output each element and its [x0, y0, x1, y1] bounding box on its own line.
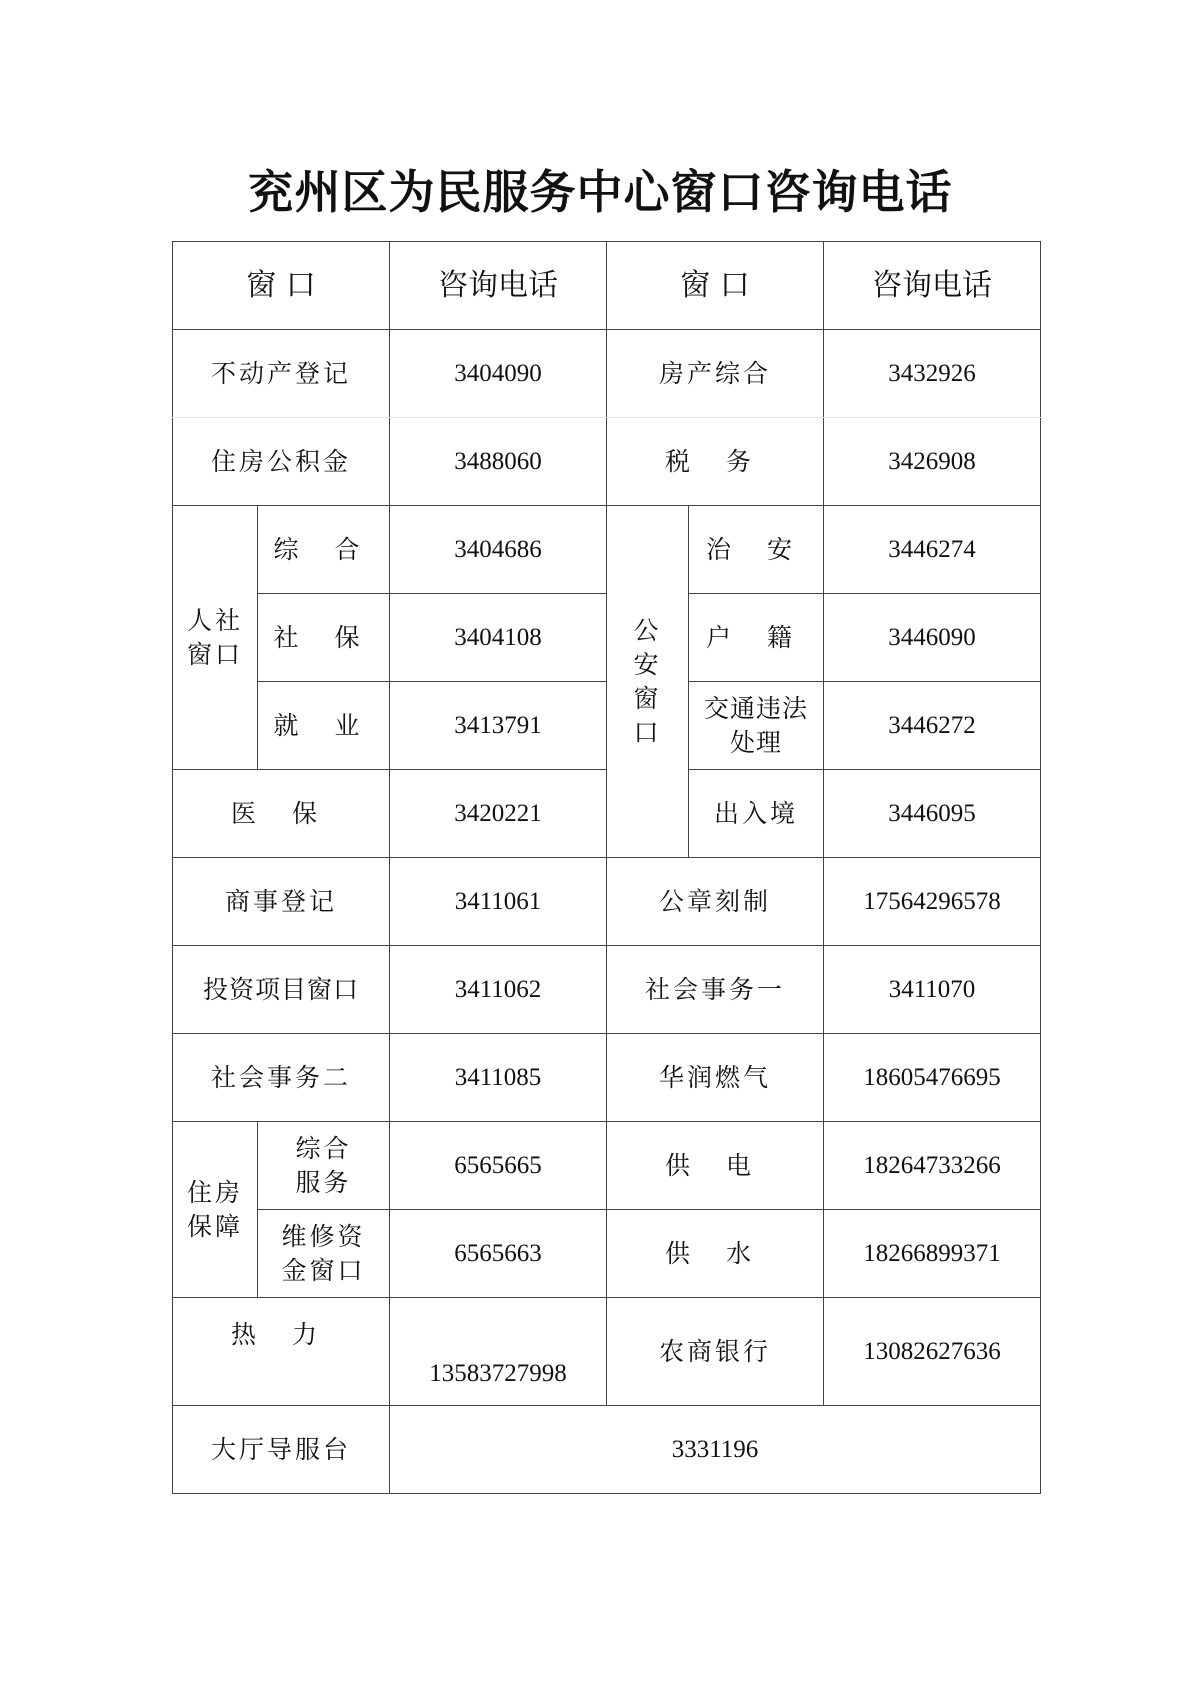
table-row [173, 946, 1041, 1034]
phone-number: 3411061 [390, 858, 607, 946]
window-name: 大厅导服台 [173, 1406, 390, 1494]
header-window-2: 窗 口 [607, 242, 824, 330]
window-name: 治 安 [689, 506, 824, 594]
window-name: 商事登记 [173, 858, 390, 946]
header-phone-2: 咨询电话 [824, 242, 1041, 330]
phone-number: 3488060 [390, 418, 607, 506]
phone-number: 3404108 [390, 594, 607, 682]
window-name: 就 业 [258, 682, 390, 770]
window-name: 社会事务一 [607, 946, 824, 1034]
phone-number: 3446090 [824, 594, 1041, 682]
phone-number: 3446274 [824, 506, 1041, 594]
phone-number: 13583727998 [390, 1298, 607, 1406]
phone-number: 3446095 [824, 770, 1041, 858]
window-name: 房产综合 [607, 330, 824, 418]
window-name: 综合服务 [258, 1122, 390, 1210]
phone-number: 3404090 [390, 330, 607, 418]
phone-number: 18266899371 [824, 1210, 1041, 1298]
phone-number: 3446272 [824, 682, 1041, 770]
group-renshe: 人社窗口 [173, 506, 258, 770]
window-name: 供 电 [607, 1122, 824, 1210]
window-name: 农商银行 [607, 1298, 824, 1406]
table-row [173, 858, 1041, 946]
contact-table [172, 241, 1041, 1494]
phone-number: 3426908 [824, 418, 1041, 506]
table-row [173, 506, 1041, 594]
table-row [173, 330, 1041, 418]
phone-number: 3413791 [390, 682, 607, 770]
table-row [173, 1122, 1041, 1210]
group-zhufang: 住房保障 [173, 1122, 258, 1298]
window-name: 华润燃气 [607, 1034, 824, 1122]
window-name: 社 保 [258, 594, 390, 682]
window-name: 住房公积金 [173, 418, 390, 506]
window-name: 综 合 [258, 506, 390, 594]
header-row [173, 242, 1041, 330]
phone-number: 6565663 [390, 1210, 607, 1298]
phone-number: 3411085 [390, 1034, 607, 1122]
phone-number: 3404686 [390, 506, 607, 594]
window-name: 税 务 [607, 418, 824, 506]
table-row [173, 1298, 1041, 1406]
header-window: 窗 口 [173, 242, 390, 330]
phone-number: 13082627636 [824, 1298, 1041, 1406]
window-name: 维修资金窗口 [258, 1210, 390, 1298]
window-name: 户 籍 [689, 594, 824, 682]
phone-number: 3331196 [390, 1406, 1041, 1494]
window-name: 投资项目窗口 [173, 946, 390, 1034]
window-name: 不动产登记 [173, 330, 390, 418]
phone-number: 3420221 [390, 770, 607, 858]
window-name: 交通违法处理 [689, 682, 824, 770]
group-gongan: 公安窗口 [607, 506, 689, 858]
phone-number: 3411070 [824, 946, 1041, 1034]
phone-number: 3432926 [824, 330, 1041, 418]
window-name: 热 力 [173, 1298, 390, 1406]
header-phone: 咨询电话 [390, 242, 607, 330]
table-row [173, 418, 1041, 506]
window-name: 供 水 [607, 1210, 824, 1298]
window-name: 医 保 [173, 770, 390, 858]
table-row [173, 1406, 1041, 1494]
window-name: 出入境 [689, 770, 824, 858]
phone-number: 18605476695 [824, 1034, 1041, 1122]
table-row [173, 1034, 1041, 1122]
window-name: 社会事务二 [173, 1034, 390, 1122]
window-name: 公章刻制 [607, 858, 824, 946]
phone-number: 17564296578 [824, 858, 1041, 946]
phone-number: 18264733266 [824, 1122, 1041, 1210]
phone-number: 3411062 [390, 946, 607, 1034]
phone-number: 6565665 [390, 1122, 607, 1210]
table-row [173, 1210, 1041, 1298]
page-title: 兖州区为民服务中心窗口咨询电话 [247, 165, 953, 219]
